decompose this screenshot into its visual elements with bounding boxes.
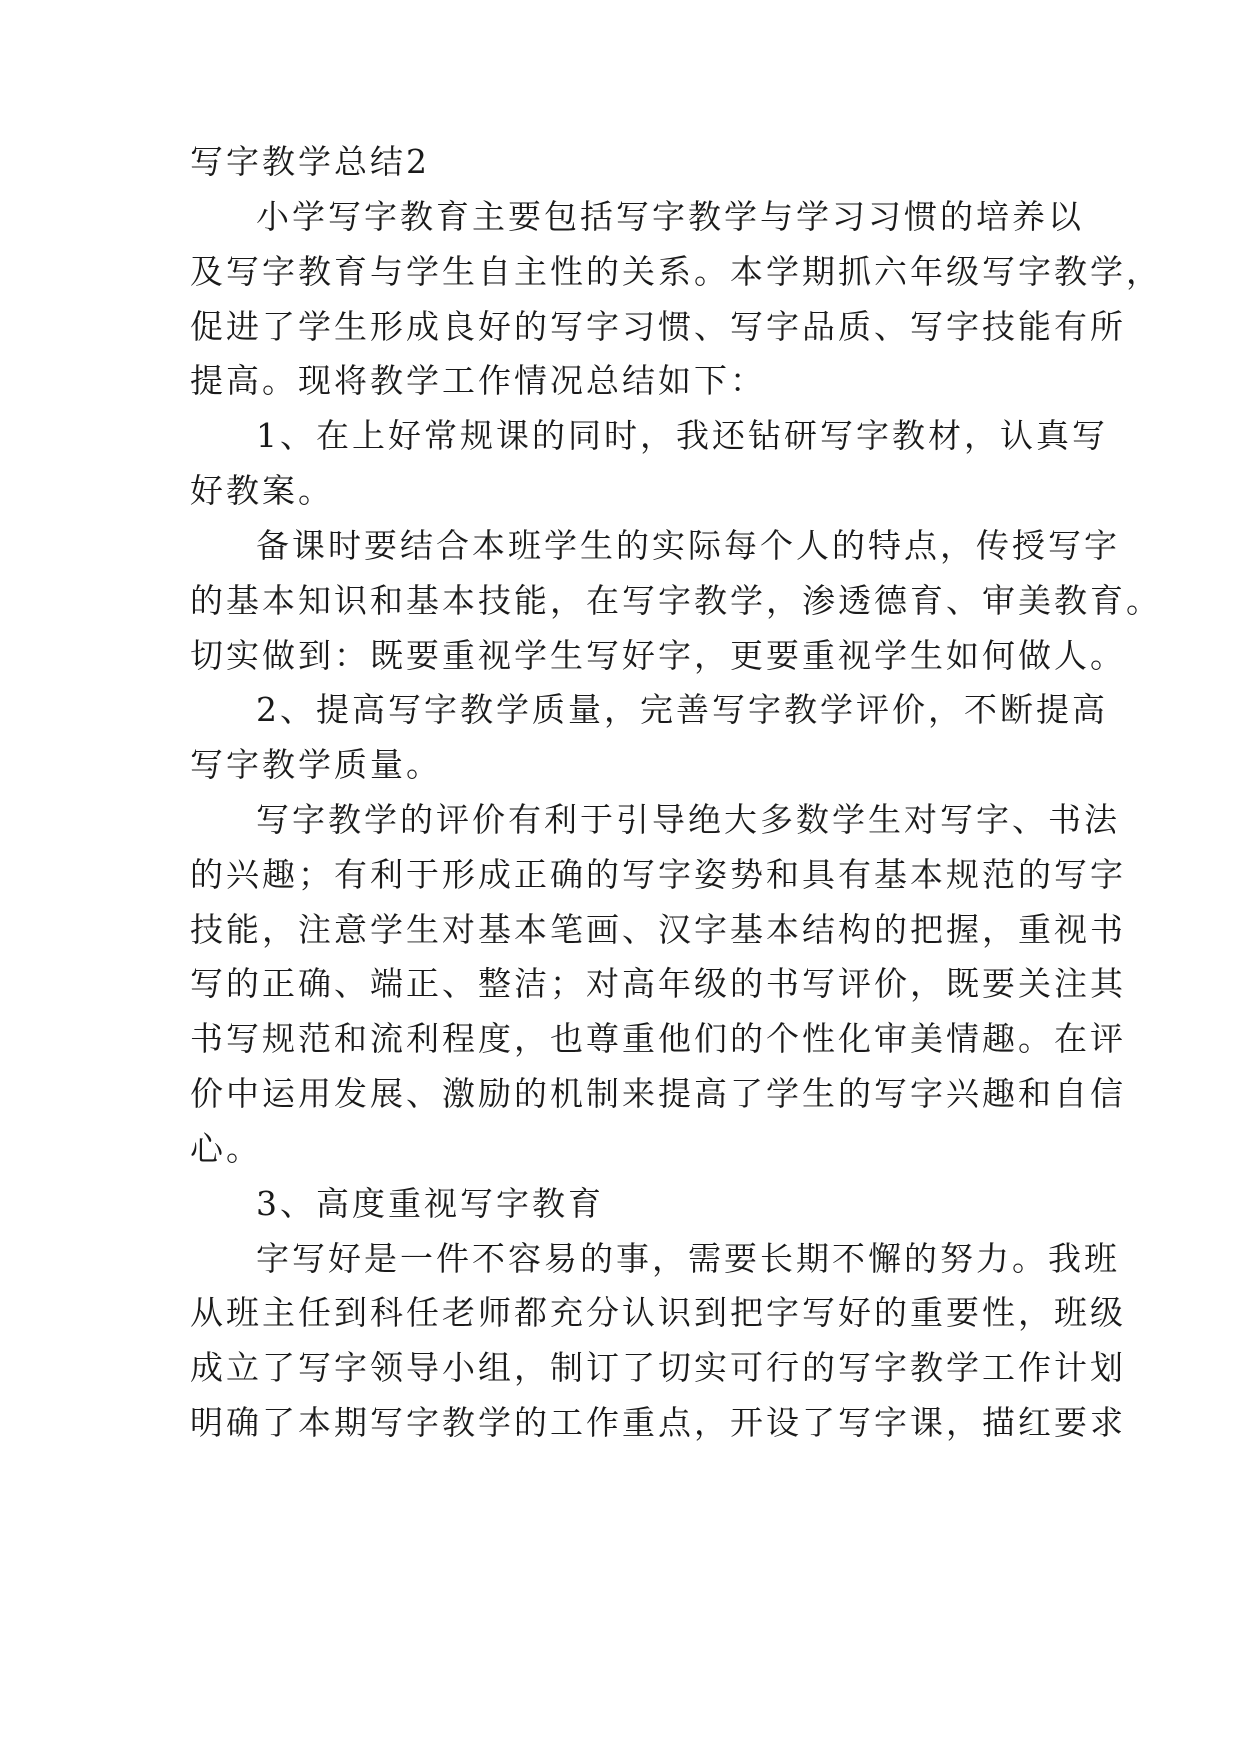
paragraph-line: 字写好是一件不容易的事，需要长期不懈的努力。我班 bbox=[256, 1239, 1120, 1278]
paragraph-line: 书写规范和流利程度，也尊重他们的个性化审美情趣。在评 bbox=[190, 1019, 1126, 1058]
paragraph-line: 价中运用发展、激励的机制来提高了学生的写字兴趣和自信 bbox=[190, 1074, 1126, 1113]
paragraph-line: 促进了学生形成良好的写字习惯、写字品质、写字技能有所 bbox=[190, 307, 1126, 346]
paragraph-line: 及写字教育与学生自主性的关系。本学期抓六年级写字教学， bbox=[190, 252, 1162, 291]
section-heading: 1、在上好常规课的同时，我还钻研写字教材，认真写 bbox=[256, 416, 1108, 455]
paragraph-line: 技能，注意学生对基本笔画、汉字基本结构的把握，重视书 bbox=[190, 910, 1126, 949]
paragraph-line: 切实做到：既要重视学生写好字，更要重视学生如何做人。 bbox=[190, 636, 1126, 675]
document-title: 写字教学总结2 bbox=[190, 142, 430, 181]
paragraph-line: 提高。现将教学工作情况总结如下： bbox=[190, 361, 766, 400]
paragraph-line: 写字教学质量。 bbox=[190, 745, 442, 784]
paragraph-line: 小学写字教育主要包括写字教学与学习习惯的培养以 bbox=[256, 197, 1084, 236]
paragraph-line: 明确了本期写字教学的工作重点，开设了写字课，描红要求 bbox=[190, 1403, 1126, 1442]
paragraph-line: 写字教学的评价有利于引导绝大多数学生对写字、书法 bbox=[256, 800, 1120, 839]
paragraph-line: 写的正确、端正、整洁；对高年级的书写评价，既要关注其 bbox=[190, 964, 1126, 1003]
section-heading: 2、提高写字教学质量，完善写字教学评价，不断提高 bbox=[256, 690, 1108, 729]
paragraph-line: 成立了写字领导小组，制订了切实可行的写字教学工作计划 bbox=[190, 1348, 1126, 1387]
paragraph-line: 备课时要结合本班学生的实际每个人的特点，传授写字 bbox=[256, 526, 1120, 565]
paragraph-line: 好教案。 bbox=[190, 471, 334, 510]
paragraph-line: 的基本知识和基本技能，在写字教学，渗透德育、审美教育。 bbox=[190, 581, 1162, 620]
section-heading: 3、高度重视写字教育 bbox=[256, 1184, 604, 1223]
paragraph-line: 从班主任到科任老师都充分认识到把字写好的重要性，班级 bbox=[190, 1293, 1126, 1332]
paragraph-line: 的兴趣；有利于形成正确的写字姿势和具有基本规范的写字 bbox=[190, 855, 1126, 894]
paragraph-line: 心。 bbox=[190, 1129, 262, 1168]
